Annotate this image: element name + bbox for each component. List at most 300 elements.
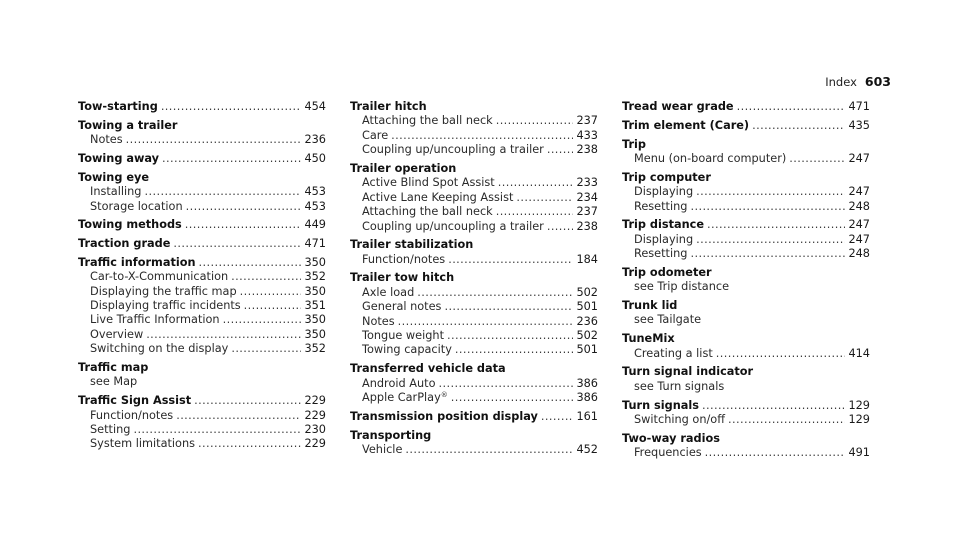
subentry-text: Apple CarPlay (362, 390, 441, 404)
index-entry (78, 237, 326, 251)
index-heading-label: Towing a trailer (78, 118, 178, 132)
index-entry (78, 256, 326, 357)
index-heading-label: Transferred vehicle data (350, 362, 506, 376)
index-page-ref[interactable]: 247 (848, 232, 870, 246)
dot-leader (231, 270, 301, 284)
index-subentry-label (90, 299, 241, 313)
index-page-ref[interactable]: 233 (576, 176, 598, 190)
index-subentry-label (634, 413, 725, 427)
dot-leader (447, 329, 573, 343)
index-subentry (350, 129, 598, 143)
dot-leader (737, 100, 846, 114)
subentry-text: Frequencies (634, 446, 702, 460)
index-page-ref[interactable]: 449 (304, 218, 326, 232)
subentry-text: Switching on/off (634, 412, 725, 426)
index-heading-label: Traction grade (78, 237, 171, 251)
index-subentry-label (362, 315, 395, 329)
dot-leader (455, 343, 574, 357)
index-page-ref[interactable]: 238 (576, 219, 598, 233)
subentry-text: Displaying the traffic map (90, 284, 237, 298)
index-heading (350, 162, 598, 176)
dot-leader (199, 256, 302, 270)
subentry-text: Displaying (634, 185, 694, 199)
index-subentry (622, 233, 870, 247)
index-subentry (350, 286, 598, 300)
index-subentry (350, 143, 598, 157)
index-column-3 (622, 100, 870, 465)
index-page-ref[interactable]: 229 (304, 408, 326, 422)
index-subentry-label (90, 375, 137, 389)
subentry-text: Displaying traffic incidents (90, 299, 241, 313)
index-page-ref[interactable]: 414 (848, 346, 870, 360)
dot-leader (448, 253, 573, 267)
subentry-text: Attaching the ball neck (362, 205, 493, 219)
index-heading (622, 218, 870, 232)
dot-leader (451, 391, 574, 405)
dot-leader (391, 129, 573, 143)
dot-leader (244, 299, 302, 313)
dot-leader (789, 152, 845, 166)
dot-leader (173, 237, 301, 251)
index-heading-label: Trailer hitch (350, 100, 427, 113)
dot-leader (696, 233, 845, 247)
index-page-ref[interactable]: 453 (304, 199, 326, 213)
index-subentry (350, 443, 598, 457)
dot-leader (398, 315, 574, 329)
index-subentry-label (90, 423, 130, 437)
index-subentry (622, 380, 870, 394)
index-entry (350, 162, 598, 234)
index-page-ref[interactable]: 491 (848, 446, 870, 460)
dot-leader (176, 409, 301, 423)
dot-leader (707, 218, 845, 232)
subentry-text: Active Blind Spot Assist (362, 176, 495, 190)
index-page-ref[interactable]: 247 (848, 185, 870, 199)
subentry-text: Menu (on-board computer) (634, 151, 787, 165)
index-page-ref[interactable]: 230 (304, 422, 326, 436)
index-subentry (622, 185, 870, 199)
dot-leader (223, 313, 302, 327)
index-entry (78, 394, 326, 452)
index-page-ref[interactable]: 350 (304, 255, 326, 269)
index-heading-label: Trip distance (622, 218, 705, 232)
index-subentry-label (90, 409, 173, 423)
index-subentry-label (362, 176, 495, 190)
index-subentry-label (634, 152, 786, 166)
index-subentry (350, 300, 598, 314)
index-page-ref[interactable]: 471 (848, 100, 870, 113)
index-subentry-label (362, 343, 452, 357)
index-page-ref[interactable]: 352 (304, 270, 326, 284)
index-page-ref[interactable]: 184 (576, 252, 598, 266)
index-page-ref[interactable]: 450 (304, 151, 326, 165)
index-subentry-label (90, 185, 141, 199)
index-heading-label: Trailer operation (350, 161, 457, 175)
registered-mark: ® (440, 390, 448, 399)
dot-leader (146, 328, 301, 342)
index-subentry (350, 377, 598, 391)
index-page-ref[interactable]: 452 (576, 442, 598, 456)
index-heading-label: Turn signals (622, 398, 699, 412)
subentry-text: Android Auto (362, 376, 436, 390)
index-entry (622, 119, 870, 133)
dot-leader (162, 152, 301, 166)
subentry-text: Switching on the display (90, 342, 229, 356)
dot-leader (405, 443, 573, 457)
subentry-text: Overview (90, 327, 144, 341)
index-page-ref[interactable]: 129 (848, 412, 870, 426)
subentry-text: System limitations (90, 437, 196, 451)
dot-leader (417, 286, 573, 300)
index-subentry (622, 413, 870, 427)
index-heading (622, 100, 870, 114)
subentry-text: Car-to-X-Communication (90, 270, 229, 284)
index-page-ref[interactable]: 129 (848, 398, 870, 412)
index-heading-label: Traffic Sign Assist (78, 394, 192, 408)
index-page-ref[interactable]: 237 (576, 205, 598, 219)
index-subentry (78, 299, 326, 313)
index-heading (78, 218, 326, 232)
index-subentry-label (90, 133, 123, 147)
index-heading-label: Towing away (78, 151, 160, 165)
subentry-text: Care (362, 128, 389, 142)
index-subentry (350, 191, 598, 205)
index-subentry-label (362, 329, 444, 343)
index-entry (622, 266, 870, 295)
index-entry (78, 152, 326, 166)
index-heading (622, 299, 870, 313)
dot-leader (198, 437, 301, 451)
index-subentry (78, 185, 326, 199)
index-heading-label: Trailer stabilization (350, 238, 474, 252)
index-page-ref[interactable]: 433 (576, 128, 598, 142)
index-subentry (78, 313, 326, 327)
index-heading (350, 362, 598, 376)
dot-leader (516, 191, 573, 205)
index-heading (622, 332, 870, 346)
index-subentry (78, 409, 326, 423)
index-subentry-label (362, 129, 388, 143)
index-page-ref[interactable]: 502 (576, 285, 598, 299)
index-entry (622, 432, 870, 461)
subentry-text: see Trip distance (634, 280, 730, 294)
index-subentry (78, 342, 326, 356)
index-heading (622, 171, 870, 185)
index-heading-label: Traffic information (78, 255, 196, 269)
index-heading (78, 361, 326, 375)
subentry-text: Active Lane Keeping Assist (362, 190, 514, 204)
dot-leader (752, 119, 845, 133)
index-subentry-label (634, 313, 701, 327)
index-entry (350, 362, 598, 405)
page-header (825, 74, 891, 89)
dot-leader (716, 347, 846, 361)
index-heading-label: Trip computer (622, 170, 711, 184)
index-subentry-label (634, 446, 702, 460)
dot-leader (444, 300, 573, 314)
subentry-text: Attaching the ball neck (362, 114, 493, 128)
subentry-text: Notes (90, 133, 123, 147)
index-entry (622, 399, 870, 428)
subentry-text: General notes (362, 300, 442, 314)
subentry-text: Resetting (634, 199, 688, 213)
dot-leader (186, 200, 302, 214)
index-heading (622, 365, 870, 379)
index-entry (350, 271, 598, 357)
index-heading (350, 271, 598, 285)
index-subentry-label (90, 342, 228, 356)
index-heading (78, 152, 326, 166)
dot-leader (439, 377, 574, 391)
page-number: 603 (864, 74, 891, 89)
subentry-text: see Turn signals (634, 379, 725, 393)
index-subentry-label (362, 205, 493, 219)
index-heading (78, 100, 326, 114)
index-subentry (622, 446, 870, 460)
index-subentry (350, 329, 598, 343)
subentry-text: Creating a list (634, 346, 713, 360)
index-subentry (622, 247, 870, 261)
index-subentry (622, 152, 870, 166)
subentry-text: see Map (90, 375, 138, 389)
dot-leader (194, 394, 301, 408)
index-entry (350, 410, 598, 424)
index-subentry-label (634, 380, 724, 394)
dot-leader (696, 185, 845, 199)
index-entry (78, 100, 326, 114)
subentry-text: see Tailgate (634, 313, 702, 327)
index-page-ref[interactable]: 352 (304, 342, 326, 356)
index-subentry (78, 285, 326, 299)
subentry-text: Installing (90, 185, 142, 199)
index-heading (78, 119, 326, 133)
index-entry (350, 100, 598, 158)
index-page-ref[interactable]: 237 (576, 114, 598, 128)
index-subentry-label (362, 220, 544, 234)
index-heading-label: TuneMix (622, 332, 675, 346)
index-heading-label: Two-way radios (622, 431, 720, 445)
index-entry (622, 218, 870, 261)
index-heading (622, 399, 870, 413)
index-page-ref[interactable]: 453 (304, 185, 326, 199)
index-subentry-label (634, 247, 687, 261)
subentry-text: Function/notes (362, 252, 446, 266)
index-entry (622, 100, 870, 114)
index-heading (78, 256, 326, 270)
index-subentry-label (634, 233, 693, 247)
index-page-ref[interactable]: 501 (576, 300, 598, 314)
dot-leader (728, 413, 845, 427)
index-page-ref[interactable]: 351 (304, 299, 326, 313)
index-page-ref[interactable]: 454 (304, 100, 326, 113)
index-heading-label: Transmission position display (350, 409, 538, 423)
index-subentry (622, 280, 870, 294)
dot-leader (541, 410, 574, 424)
index-subentry-label (90, 200, 183, 214)
index-heading-label: Trunk lid (622, 299, 678, 313)
index-page-ref[interactable]: 350 (304, 284, 326, 298)
index-heading-label: Turn signal indicator (622, 365, 754, 379)
dot-leader (133, 423, 301, 437)
index-page-ref[interactable]: 471 (304, 237, 326, 251)
index-page-ref[interactable]: 247 (848, 151, 870, 165)
index-subentry (350, 343, 598, 357)
index-subentry-label (90, 437, 195, 451)
index-page-ref[interactable]: 229 (304, 394, 326, 408)
index-page-ref[interactable]: 248 (848, 247, 870, 261)
index-page-ref[interactable]: 234 (576, 190, 598, 204)
index-subentry-label (634, 200, 687, 214)
subentry-text: Axle load (362, 285, 415, 299)
index-subentry-label (90, 270, 228, 284)
index-subentry (350, 253, 598, 267)
index-subentry (622, 347, 870, 361)
subentry-text: Setting (90, 422, 131, 436)
dot-leader (547, 220, 574, 234)
index-subentry-label (362, 391, 448, 405)
dot-leader (690, 247, 845, 261)
index-subentry (350, 176, 598, 190)
index-heading-label: Trip odometer (622, 265, 712, 279)
index-subentry (78, 200, 326, 214)
index-heading (622, 432, 870, 446)
index-entry (78, 119, 326, 148)
index-page-ref[interactable]: 350 (304, 327, 326, 341)
index-page-ref[interactable]: 161 (576, 409, 598, 423)
index-heading-label: Towing eye (78, 170, 150, 184)
index-subentry-label (634, 280, 729, 294)
subentry-text: Vehicle (362, 442, 403, 456)
index-heading (622, 119, 870, 133)
dot-leader (231, 342, 301, 356)
index-subentry-label (90, 313, 220, 327)
index-subentry-label (362, 443, 402, 457)
index-subentry-label (634, 347, 713, 361)
index-heading (78, 171, 326, 185)
index-heading (622, 266, 870, 280)
dot-leader (126, 133, 302, 147)
index-subentry (78, 437, 326, 451)
index-subentry (350, 315, 598, 329)
index-heading (350, 100, 598, 114)
index-page-ref[interactable]: 238 (576, 143, 598, 157)
index-entry (622, 365, 870, 394)
index-page-ref[interactable]: 386 (576, 390, 598, 404)
index-subentry-label (90, 328, 143, 342)
index-entry (622, 171, 870, 214)
index-heading (78, 237, 326, 251)
dot-leader (240, 285, 302, 299)
index-heading (78, 394, 326, 408)
index-entry (622, 332, 870, 361)
index-heading (350, 410, 598, 424)
index-page-ref[interactable]: 350 (304, 313, 326, 327)
index-heading (350, 238, 598, 252)
subentry-text: Displaying (634, 232, 694, 246)
section-title: Index (825, 75, 857, 89)
index-heading-label: Transporting (350, 428, 432, 442)
index-heading (622, 138, 870, 152)
index-page-ref[interactable]: 501 (576, 343, 598, 357)
index-entry (350, 238, 598, 267)
subentry-text: Notes (362, 314, 395, 328)
index-subentry (622, 313, 870, 327)
index-subentry (350, 391, 598, 405)
index-subentry (350, 220, 598, 234)
index-subentry (78, 133, 326, 147)
index-entry (622, 299, 870, 328)
subentry-text: Coupling up/uncoupling a trailer (362, 219, 544, 233)
index-page-ref[interactable]: 236 (304, 133, 326, 147)
index-page-ref[interactable]: 248 (848, 199, 870, 213)
dot-leader (702, 399, 845, 413)
index-subentry (78, 270, 326, 284)
index-entry (78, 361, 326, 390)
index-subentry-label (362, 253, 445, 267)
subentry-text: Storage location (90, 199, 183, 213)
subentry-text: Coupling up/uncoupling a trailer (362, 143, 544, 157)
index-subentry-label (362, 377, 436, 391)
dot-leader (185, 218, 302, 232)
dot-leader (690, 200, 845, 214)
index-subentry (350, 114, 598, 128)
subentry-text: Live Traffic Information (90, 313, 220, 327)
index-column-2 (350, 100, 598, 462)
index-heading-label: Trailer tow hitch (350, 271, 455, 285)
index-entry (78, 218, 326, 232)
index-subentry (78, 423, 326, 437)
index-heading-label: Tow-starting (78, 100, 158, 113)
index-heading (350, 429, 598, 443)
dot-leader (496, 205, 574, 219)
index-entry (350, 429, 598, 458)
index-subentry-label (362, 114, 493, 128)
index-subentry-label (634, 185, 693, 199)
index-subentry-label (362, 286, 414, 300)
index-heading-label: Towing methods (78, 218, 182, 232)
index-entry (622, 138, 870, 167)
index-entry (78, 171, 326, 214)
index-page-ref[interactable]: 386 (576, 376, 598, 390)
index-subentry (78, 328, 326, 342)
index-subentry (78, 375, 326, 389)
index-subentry (350, 205, 598, 219)
index-page-ref[interactable]: 247 (848, 218, 870, 232)
index-subentry-label (362, 143, 544, 157)
index-subentry-label (362, 300, 441, 314)
index-heading-label: Trip (622, 137, 646, 151)
subentry-text: Resetting (634, 247, 688, 261)
dot-leader (498, 176, 574, 190)
index-subentry-label (90, 285, 237, 299)
subentry-text: Function/notes (90, 408, 174, 422)
index-subentry-label (362, 191, 513, 205)
index-heading-label: Tread wear grade (622, 100, 734, 113)
index-page-ref[interactable]: 236 (576, 314, 598, 328)
dot-leader (705, 446, 846, 460)
dot-leader (161, 100, 302, 114)
index-heading-label: Traffic map (78, 360, 149, 374)
index-column-1 (78, 100, 326, 456)
subentry-text: Towing capacity (362, 343, 452, 357)
dot-leader (496, 114, 574, 128)
subentry-text: Tongue weight (362, 329, 445, 343)
index-page-ref[interactable]: 435 (848, 118, 870, 132)
index-page-ref[interactable]: 502 (576, 329, 598, 343)
dot-leader (144, 185, 301, 199)
dot-leader (547, 143, 574, 157)
index-page-ref[interactable]: 229 (304, 437, 326, 451)
